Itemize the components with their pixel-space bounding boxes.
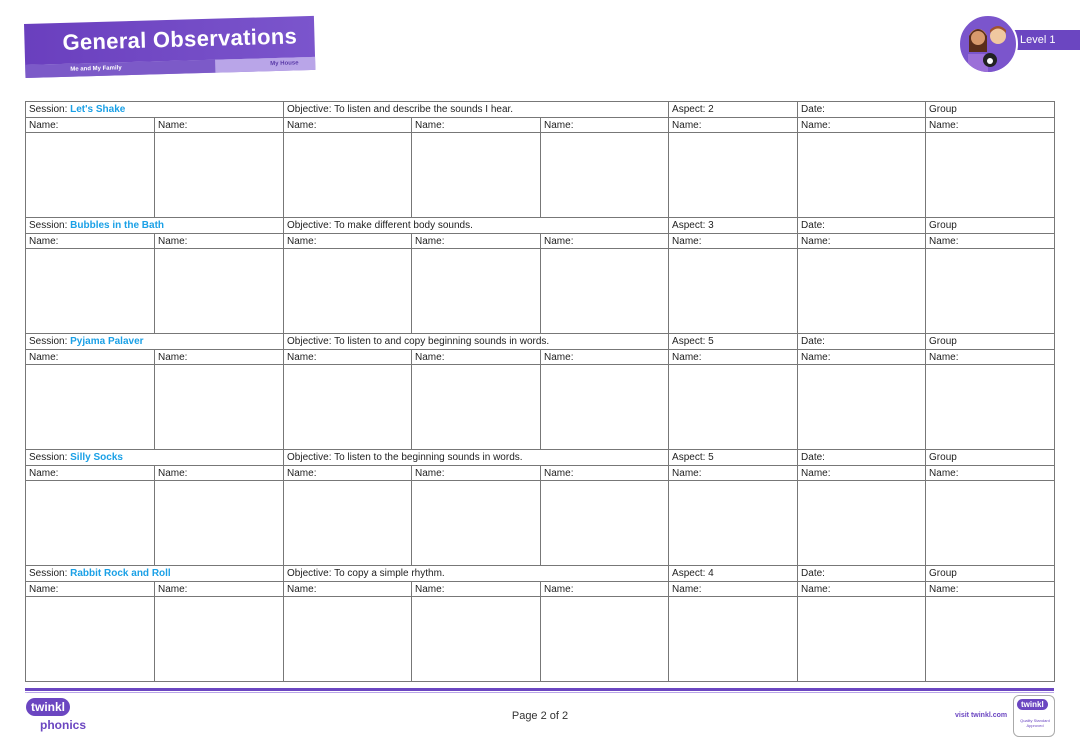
observation-notes-cell[interactable] — [155, 481, 284, 566]
logo-phonics-text: phonics — [40, 718, 87, 732]
observation-notes-cell[interactable] — [798, 133, 926, 218]
session-name: Rabbit Rock and Roll — [70, 568, 171, 579]
name-label-cell[interactable]: Name: — [155, 234, 284, 249]
name-label-cell[interactable]: Name: — [798, 234, 926, 249]
quality-approved-badge — [1013, 695, 1055, 737]
objective-cell: Objective: To listen to and copy beginning sounds in words. — [284, 334, 669, 350]
session-header-row — [26, 102, 1055, 118]
name-label-cell[interactable]: Name: — [155, 350, 284, 365]
observation-notes-cell[interactable] — [798, 249, 926, 334]
session-cell — [26, 102, 284, 118]
observation-notes-cell[interactable] — [541, 597, 669, 682]
observation-notes-cell[interactable] — [284, 133, 412, 218]
observation-notes-cell[interactable] — [926, 133, 1055, 218]
session-cell — [26, 450, 284, 466]
observation-notes-cell[interactable] — [541, 481, 669, 566]
session-cell — [26, 218, 284, 234]
observation-notes-cell[interactable] — [926, 481, 1055, 566]
name-label-cell[interactable]: Name: — [926, 582, 1055, 597]
observation-notes-cell[interactable] — [541, 249, 669, 334]
name-row — [26, 350, 1055, 365]
name-label-cell[interactable]: Name: — [26, 118, 155, 133]
observation-notes-cell[interactable] — [155, 133, 284, 218]
observation-notes-cell[interactable] — [669, 249, 798, 334]
name-label-cell[interactable]: Name: — [155, 466, 284, 481]
name-label-cell[interactable]: Name: — [798, 582, 926, 597]
name-label-cell[interactable]: Name: — [541, 466, 669, 481]
observation-notes-row — [26, 365, 1055, 450]
observation-notes-cell[interactable] — [26, 365, 155, 450]
badge-twinkl-text: twinkl — [1017, 699, 1048, 710]
session-label: Session: — [29, 104, 68, 115]
name-label-cell[interactable]: Name: — [26, 582, 155, 597]
group-cell[interactable]: Group — [926, 218, 1055, 234]
observation-notes-cell[interactable] — [155, 249, 284, 334]
name-label-cell[interactable]: Name: — [926, 118, 1055, 133]
aspect-cell: Aspect: 5 — [669, 334, 798, 350]
name-label-cell[interactable]: Name: — [669, 350, 798, 365]
observation-notes-cell[interactable] — [155, 365, 284, 450]
observation-notes-cell[interactable] — [26, 133, 155, 218]
observation-notes-cell[interactable] — [926, 249, 1055, 334]
name-label-cell[interactable]: Name: — [541, 582, 669, 597]
visit-link[interactable]: visit twinkl.com — [955, 712, 1008, 719]
topic-tab-right: My House — [215, 57, 315, 73]
objective-cell: Objective: To make different body sounds. — [284, 218, 669, 234]
group-cell[interactable]: Group — [926, 334, 1055, 350]
session-header-row — [26, 218, 1055, 234]
date-cell[interactable]: Date: — [798, 334, 926, 350]
session-label: Session: — [29, 568, 68, 579]
name-label-cell[interactable]: Name: — [926, 350, 1055, 365]
footer-divider — [25, 688, 1054, 691]
aspect-cell: Aspect: 2 — [669, 102, 798, 118]
observation-notes-cell[interactable] — [26, 249, 155, 334]
session-header-row — [26, 334, 1055, 350]
observation-notes-cell[interactable] — [412, 249, 541, 334]
name-label-cell[interactable]: Name: — [155, 582, 284, 597]
session-label: Session: — [29, 452, 68, 463]
observation-notes-cell[interactable] — [155, 597, 284, 682]
topic-tab-left: Me and My Family — [25, 60, 215, 78]
name-label-cell[interactable]: Name: — [26, 466, 155, 481]
name-label-cell[interactable]: Name: — [798, 350, 926, 365]
observation-notes-cell[interactable] — [412, 365, 541, 450]
date-cell[interactable]: Date: — [798, 218, 926, 234]
observation-notes-cell[interactable] — [669, 365, 798, 450]
badge-approved-text: Quality Standard Approved — [1020, 718, 1050, 728]
name-label-cell[interactable]: Name: — [541, 234, 669, 249]
group-cell[interactable]: Group — [926, 566, 1055, 582]
session-header-row — [26, 566, 1055, 582]
name-label-cell[interactable]: Name: — [926, 466, 1055, 481]
observation-table — [25, 101, 1055, 682]
session-label: Session: — [29, 220, 68, 231]
date-cell[interactable]: Date: — [798, 102, 926, 118]
name-label-cell[interactable]: Name: — [412, 234, 541, 249]
observation-notes-row — [26, 481, 1055, 566]
session-header-row — [26, 450, 1055, 466]
group-cell[interactable]: Group — [926, 450, 1055, 466]
session-cell — [26, 334, 284, 350]
name-label-cell[interactable]: Name: — [669, 466, 798, 481]
observation-notes-cell[interactable] — [669, 133, 798, 218]
name-label-cell[interactable]: Name: — [541, 350, 669, 365]
name-label-cell[interactable]: Name: — [284, 118, 412, 133]
date-cell[interactable]: Date: — [798, 566, 926, 582]
observation-notes-cell[interactable] — [926, 597, 1055, 682]
observation-notes-cell[interactable] — [284, 365, 412, 450]
observation-notes-cell[interactable] — [412, 133, 541, 218]
page-title: General Observations — [62, 23, 298, 55]
aspect-cell: Aspect: 4 — [669, 566, 798, 582]
observation-notes-cell[interactable] — [926, 365, 1055, 450]
name-label-cell[interactable]: Name: — [155, 118, 284, 133]
name-label-cell[interactable]: Name: — [541, 118, 669, 133]
footer-divider-thin — [25, 692, 1054, 693]
objective-cell: Objective: To listen to the beginning sounds in words. — [284, 450, 669, 466]
name-label-cell[interactable]: Name: — [412, 466, 541, 481]
session-name: Let's Shake — [70, 104, 126, 115]
name-label-cell[interactable]: Name: — [412, 118, 541, 133]
name-row — [26, 234, 1055, 249]
name-label-cell[interactable]: Name: — [284, 582, 412, 597]
observation-notes-cell[interactable] — [669, 597, 798, 682]
title-banner — [24, 16, 315, 80]
observation-notes-cell[interactable] — [412, 481, 541, 566]
objective-cell: Objective: To listen and describe the sounds I hear. — [284, 102, 669, 118]
page-number: Page 2 of 2 — [511, 710, 569, 722]
session-cell — [26, 566, 284, 582]
observation-notes-row — [26, 133, 1055, 218]
name-label-cell[interactable]: Name: — [412, 582, 541, 597]
observation-notes-row — [26, 597, 1055, 682]
observation-notes-cell[interactable] — [798, 481, 926, 566]
name-label-cell[interactable]: Name: — [26, 234, 155, 249]
observation-notes-cell[interactable] — [541, 365, 669, 450]
observation-notes-cell[interactable] — [669, 481, 798, 566]
observation-notes-cell[interactable] — [541, 133, 669, 218]
name-label-cell[interactable]: Name: — [926, 234, 1055, 249]
name-label-cell[interactable]: Name: — [669, 582, 798, 597]
observation-notes-cell[interactable] — [26, 597, 155, 682]
name-label-cell[interactable]: Name: — [26, 350, 155, 365]
observation-notes-cell[interactable] — [284, 249, 412, 334]
name-label-cell[interactable]: Name: — [798, 118, 926, 133]
name-label-cell[interactable]: Name: — [669, 118, 798, 133]
observation-notes-cell[interactable] — [26, 481, 155, 566]
observation-notes-cell[interactable] — [412, 597, 541, 682]
name-label-cell[interactable]: Name: — [412, 350, 541, 365]
level-badge: Level 1 — [1006, 30, 1080, 50]
observation-notes-cell[interactable] — [798, 365, 926, 450]
name-label-cell[interactable]: Name: — [284, 466, 412, 481]
date-cell[interactable]: Date: — [798, 450, 926, 466]
aspect-cell: Aspect: 5 — [669, 450, 798, 466]
name-label-cell[interactable]: Name: — [284, 350, 412, 365]
session-label: Session: — [29, 336, 68, 347]
observation-notes-row — [26, 249, 1055, 334]
name-label-cell[interactable]: Name: — [284, 234, 412, 249]
aspect-cell: Aspect: 3 — [669, 218, 798, 234]
logo-twinkl-text: twinkl — [26, 698, 70, 716]
name-row — [26, 466, 1055, 481]
session-name: Bubbles in the Bath — [70, 220, 165, 231]
session-name: Silly Socks — [70, 452, 123, 463]
objective-cell: Objective: To copy a simple rhythm. — [284, 566, 669, 582]
name-label-cell[interactable]: Name: — [669, 234, 798, 249]
observation-notes-cell[interactable] — [798, 597, 926, 682]
observation-notes-cell[interactable] — [284, 481, 412, 566]
session-name: Pyjama Palaver — [70, 336, 144, 347]
name-label-cell[interactable]: Name: — [798, 466, 926, 481]
group-cell[interactable]: Group — [926, 102, 1055, 118]
observation-notes-cell[interactable] — [284, 597, 412, 682]
name-row — [26, 582, 1055, 597]
children-illustration-icon — [958, 14, 1018, 74]
name-row — [26, 118, 1055, 133]
